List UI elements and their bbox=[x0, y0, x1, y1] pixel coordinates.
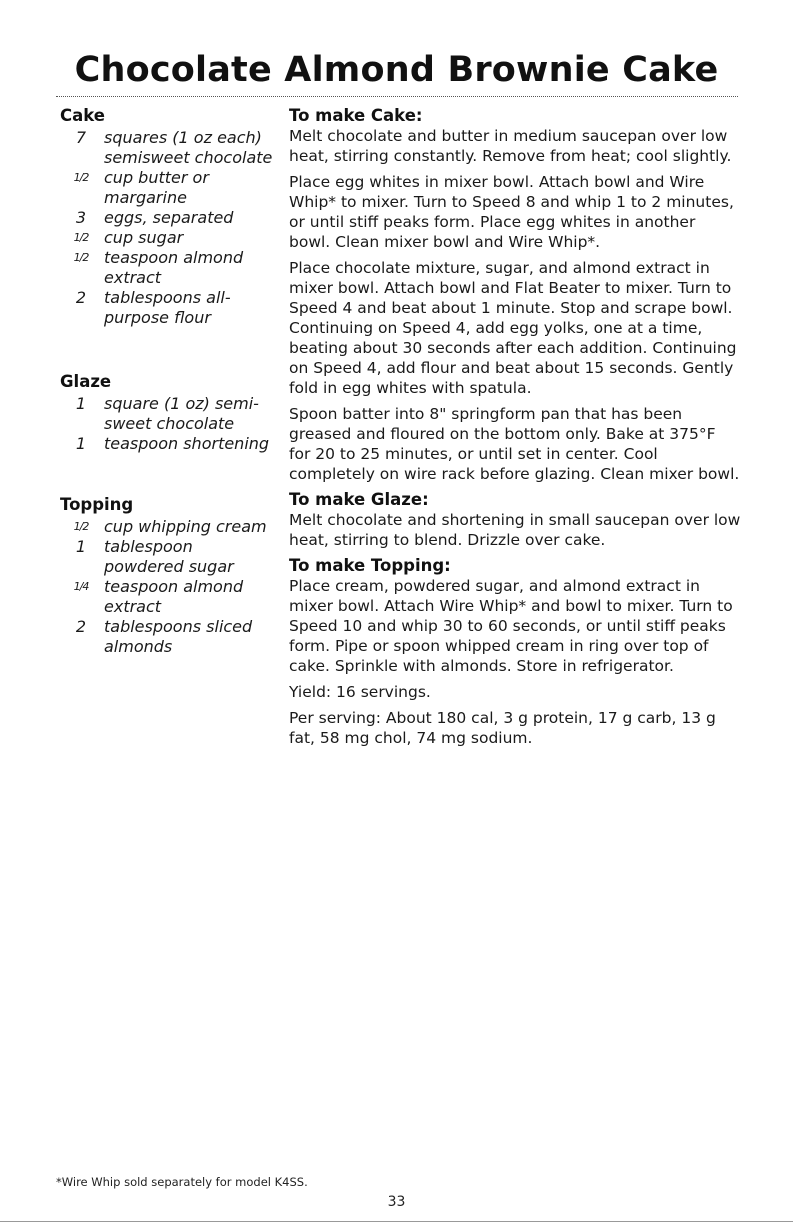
ingredient-item bbox=[60, 577, 275, 617]
direction-paragraph: Melt chocolate and shortening in small saucepan over low heat, stirring to blend. Drizzle over cake. bbox=[289, 511, 741, 549]
title-divider bbox=[56, 96, 738, 97]
direction-paragraph: Place cream, powdered sugar, and almond extract in mixer bowl. Attach Wire Whip* and bowl to mixer. Turn to Speed 10 and whip 30 to 60 seconds, or until stiff peaks form. Pipe or spoon whipped cream in ring over top of cake. Sprinkle with almonds. Store in refrigerator. bbox=[289, 577, 733, 675]
footnote: *Wire Whip sold separately for model K4SS. bbox=[56, 1175, 308, 1189]
ingredient-item bbox=[60, 168, 275, 208]
ingredient-item bbox=[60, 537, 275, 577]
ingredient-text: square (1 oz) semi-sweet chocolate bbox=[104, 394, 259, 433]
ingredient-item bbox=[60, 517, 275, 537]
ingredient-item bbox=[60, 248, 275, 288]
ingredient-quantity: 1/2 bbox=[73, 251, 89, 264]
ingredient-text: tablespoons all-purpose flour bbox=[104, 288, 231, 327]
ingredient-item bbox=[60, 394, 275, 434]
nutrition-text: Per serving: About 180 cal, 3 g protein, 17 g carb, 13 g fat, 58 mg chol, 74 mg sodium. bbox=[289, 709, 716, 747]
ingredient-text: teaspoon almond extract bbox=[104, 577, 244, 616]
ingredient-quantity: 1/2 bbox=[73, 231, 89, 244]
ingredient-quantity: 2 bbox=[75, 288, 87, 307]
ingredient-quantity: 1 bbox=[75, 537, 87, 556]
ingredient-quantity: 1 bbox=[75, 394, 87, 413]
ingredient-quantity: 1 bbox=[75, 434, 87, 453]
ingredient-text: teaspoon almond extract bbox=[104, 248, 244, 287]
section-heading: To make Glaze: bbox=[289, 490, 429, 509]
section-heading: Topping bbox=[60, 495, 134, 514]
ingredient-item bbox=[60, 208, 275, 228]
ingredient-text: tablespoons sliced almonds bbox=[104, 617, 253, 656]
ingredient-quantity: 1/2 bbox=[73, 171, 89, 184]
directions-topping bbox=[289, 556, 741, 676]
bottom-rule bbox=[0, 1221, 793, 1222]
page-title: Chocolate Almond Brownie Cake bbox=[74, 50, 719, 90]
ingredient-item bbox=[60, 434, 275, 454]
directions-cake bbox=[289, 106, 741, 484]
section-heading: To make Cake: bbox=[289, 106, 423, 125]
ingredient-quantity: 3 bbox=[75, 208, 87, 227]
paragraph-group bbox=[289, 576, 741, 676]
page-number: 33 bbox=[387, 1194, 406, 1210]
ingredient-text: cup butter or margarine bbox=[104, 168, 209, 207]
ingredient-list bbox=[60, 394, 275, 454]
ingredient-text: cup sugar bbox=[104, 228, 184, 247]
ingredient-text: teaspoon shortening bbox=[104, 434, 270, 453]
direction-paragraph: Place chocolate mixture, sugar, and almond extract in mixer bowl. Attach bowl and Flat Beater to mixer. Turn to Speed 4 and beat about 1 minute. Stop and scrape bowl. Continuing on Speed 4, add egg yolks, one at a time, beating about 30 seconds after each addition. Continuing on Speed 4, add flour and beat about 15 seconds. Gently fold in egg whites with spatula. bbox=[289, 259, 737, 397]
ingredient-text: cup whipping cream bbox=[104, 517, 267, 536]
ingredients-column bbox=[60, 106, 275, 657]
yield-text: Yield: 16 servings. bbox=[289, 683, 431, 701]
ingredient-quantity: 1/4 bbox=[73, 580, 89, 593]
ingredients-glaze bbox=[60, 372, 275, 454]
direction-paragraph: Place egg whites in mixer bowl. Attach bowl and Wire Whip* to mixer. Turn to Speed 8 and whip 1 to 2 minutes, or until stiff peaks form. Place egg whites in another bowl. Clean mixer bowl and Wire Whip*. bbox=[289, 173, 734, 251]
ingredient-item bbox=[60, 288, 275, 328]
ingredient-item bbox=[60, 617, 275, 657]
section-heading: Glaze bbox=[60, 372, 112, 391]
paragraph-group bbox=[289, 126, 741, 484]
ingredient-item bbox=[60, 128, 275, 168]
ingredients-cake bbox=[60, 106, 275, 328]
ingredient-item bbox=[60, 228, 275, 248]
section-heading: Cake bbox=[60, 106, 105, 125]
ingredient-text: squares (1 oz each) semisweet chocolate bbox=[104, 128, 273, 167]
ingredient-list bbox=[60, 517, 275, 657]
direction-paragraph: Melt chocolate and butter in medium saucepan over low heat, stirring constantly. Remove from heat; cool slightly. bbox=[289, 127, 732, 165]
directions-glaze bbox=[289, 490, 741, 550]
ingredient-quantity: 2 bbox=[75, 617, 87, 636]
direction-paragraph: Spoon batter into 8" springform pan that has been greased and floured on the bottom only. Bake at 375°F for 20 to 25 minutes, or until set in center. Cool completely on wire rack before glazing. Clean mixer bowl. bbox=[289, 405, 740, 483]
ingredient-list bbox=[60, 128, 275, 328]
ingredient-quantity: 7 bbox=[75, 128, 87, 147]
paragraph-group bbox=[289, 510, 741, 550]
ingredients-topping bbox=[60, 495, 275, 657]
section-heading: To make Topping: bbox=[289, 556, 451, 575]
ingredient-quantity: 1/2 bbox=[73, 520, 89, 533]
ingredient-text: eggs, separated bbox=[104, 208, 234, 227]
directions-column bbox=[289, 106, 741, 748]
ingredient-text: tablespoon powdered sugar bbox=[104, 537, 234, 576]
